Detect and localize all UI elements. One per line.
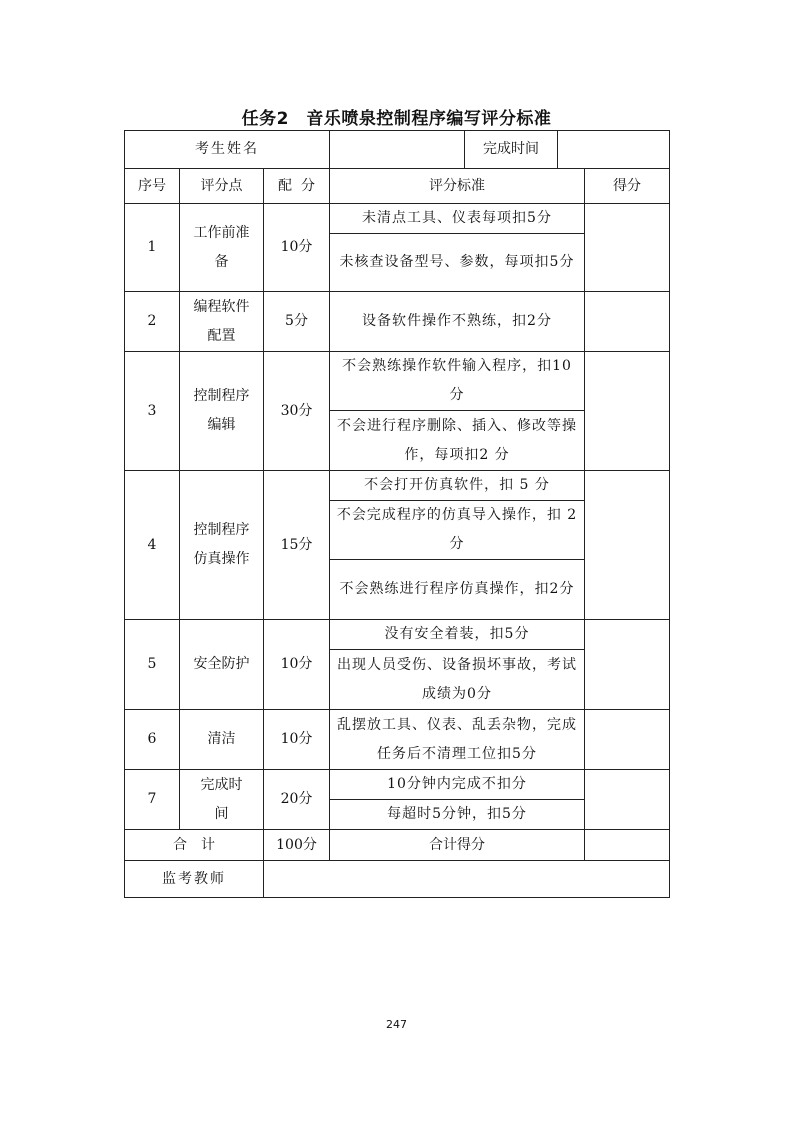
column-header-got: 得分	[585, 169, 670, 204]
row-no: 5	[125, 620, 180, 710]
row-no: 3	[125, 352, 180, 471]
row-criterion: 乱摆放工具、仪表、乱丢杂物，完成任务后不清理工位扣5分	[330, 710, 585, 770]
row-got-score[interactable]	[585, 710, 670, 770]
total-row	[125, 830, 670, 861]
info-row	[125, 131, 670, 169]
row-criterion: 不会熟练操作软件输入程序，扣10 分	[330, 352, 585, 411]
row-criterion: 10分钟内完成不扣分	[330, 770, 585, 800]
column-header-point: 评分点	[180, 169, 264, 204]
row-got-score[interactable]	[585, 204, 670, 292]
column-header-score: 配 分	[264, 169, 330, 204]
row-got-score[interactable]	[585, 292, 670, 352]
supervisor-label: 监考教师	[125, 861, 264, 898]
row-score: 15分	[264, 471, 330, 620]
row-point: 控制程序编辑	[180, 352, 264, 471]
table-row	[125, 770, 670, 800]
row-point: 工作前准备	[180, 204, 264, 292]
row-score: 20分	[264, 770, 330, 830]
column-header-row	[125, 169, 670, 204]
row-criterion: 每超时5分钟，扣5分	[330, 800, 585, 830]
table-row	[125, 352, 670, 411]
row-point: 清洁	[180, 710, 264, 770]
document-title: 任务2 音乐喷泉控制程序编写评分标准	[241, 109, 552, 129]
row-score: 10分	[264, 710, 330, 770]
row-criterion: 未清点工具、仪表每项扣5分	[330, 204, 585, 234]
examinee-name-field[interactable]	[330, 131, 465, 169]
row-no: 1	[125, 204, 180, 292]
row-score: 10分	[264, 204, 330, 292]
table-row	[125, 620, 670, 650]
row-criterion: 没有安全着装，扣5分	[330, 620, 585, 650]
total-score-field[interactable]	[585, 830, 670, 861]
row-score: 5分	[264, 292, 330, 352]
row-score: 10分	[264, 620, 330, 710]
table-row	[125, 204, 670, 234]
total-score: 100分	[264, 830, 330, 861]
column-header-no: 序号	[125, 169, 180, 204]
total-score-label: 合计得分	[330, 830, 585, 861]
row-got-score[interactable]	[585, 620, 670, 710]
row-no: 6	[125, 710, 180, 770]
row-no: 7	[125, 770, 180, 830]
row-criterion: 不会熟练进行程序仿真操作，扣2分	[330, 560, 585, 620]
examinee-name-label: 考生姓名	[125, 131, 330, 169]
finish-time-field[interactable]	[558, 131, 670, 169]
scoring-table	[124, 130, 670, 898]
row-criterion: 未核查设备型号、参数，每项扣5分	[330, 234, 585, 292]
row-criterion: 出现人员受伤、设备损坏事故，考试成绩为0分	[330, 650, 585, 710]
row-point: 安全防护	[180, 620, 264, 710]
supervisor-field[interactable]	[264, 861, 670, 898]
row-criterion: 不会打开仿真软件，扣 5 分	[330, 471, 585, 501]
total-label: 合 计	[125, 830, 264, 861]
row-point: 控制程序仿真操作	[180, 471, 264, 620]
row-criterion: 不会进行程序删除、插入、修改等操作，每项扣2 分	[330, 411, 585, 471]
row-point: 编程软件配置	[180, 292, 264, 352]
row-no: 2	[125, 292, 180, 352]
table-row	[125, 710, 670, 770]
row-got-score[interactable]	[585, 471, 670, 620]
row-score: 30分	[264, 352, 330, 471]
row-got-score[interactable]	[585, 770, 670, 830]
column-header-criteria: 评分标准	[330, 169, 585, 204]
page-number: 247	[386, 1018, 407, 1031]
finish-time-label: 完成时间	[465, 131, 558, 169]
table-row	[125, 471, 670, 501]
supervisor-row	[125, 861, 670, 898]
row-got-score[interactable]	[585, 352, 670, 471]
table-row	[125, 292, 670, 352]
row-criterion: 设备软件操作不熟练，扣2分	[330, 292, 585, 352]
row-criterion: 不会完成程序的仿真导入操作，扣 2分	[330, 501, 585, 560]
row-no: 4	[125, 471, 180, 620]
row-point: 完成时间	[180, 770, 264, 830]
